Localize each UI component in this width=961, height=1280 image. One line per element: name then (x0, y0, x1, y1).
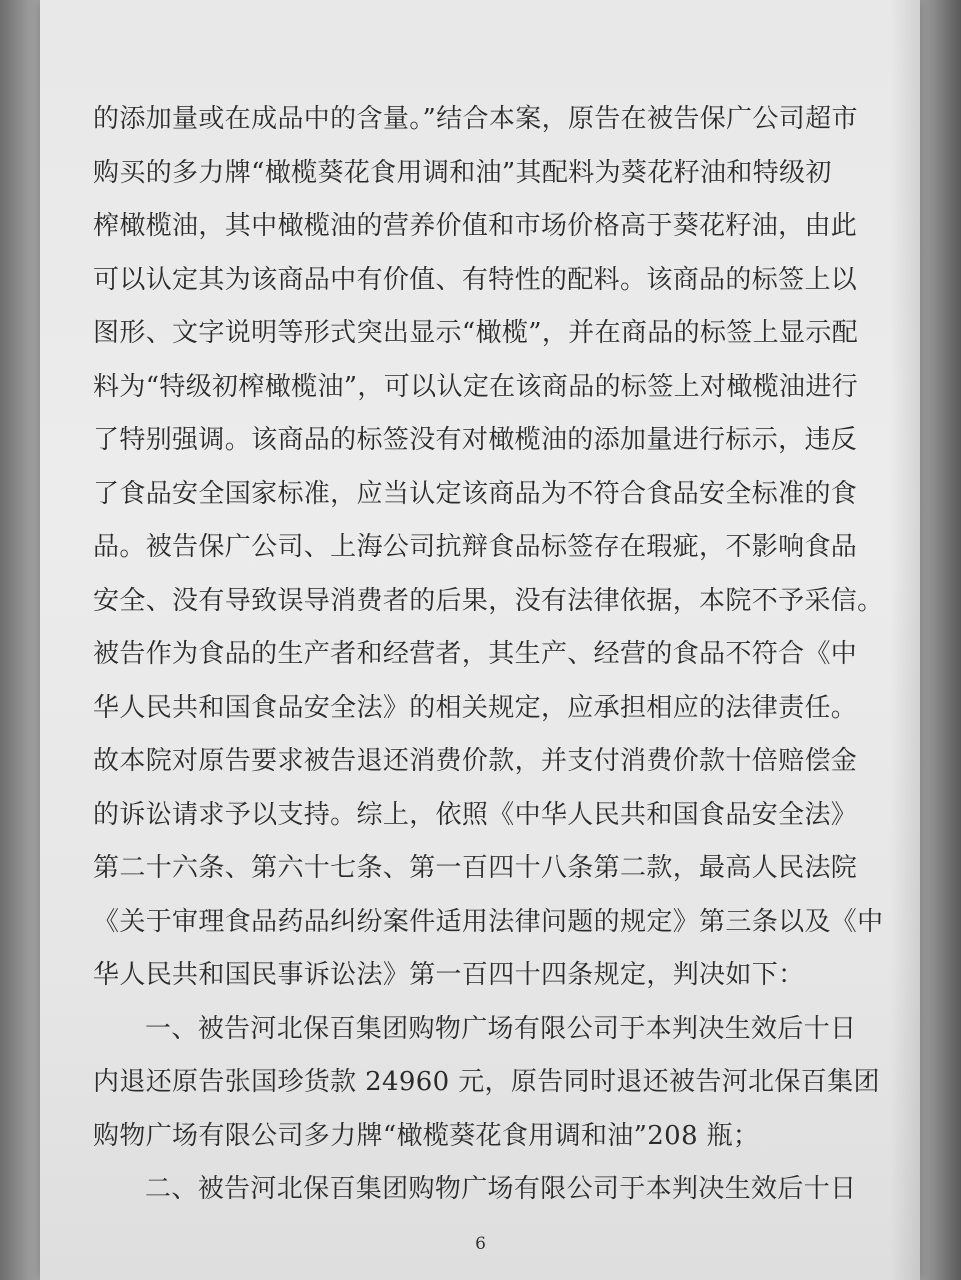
text-line: 料为“特级初榨橄榄油”，可以认定在该商品的标签上对橄榄油进行 (93, 371, 859, 402)
text-line: 了食品安全国家标准，应当认定该商品为不符合食品安全标准的食 (93, 478, 858, 509)
text-line: 被告作为食品的生产者和经营者，其生产、经营的食品不符合《中 (93, 639, 858, 669)
text-line: 可以认定其为该商品中有价值、有特性的配料。该商品的标签上以 (93, 264, 858, 295)
text-line: 图形、文字说明等形式突出显示“橄榄”，并在商品的标签上显示配 (93, 318, 859, 348)
text-line: 的诉讼请求予以支持。综上，依照《中华人民共和国食品安全法》 (93, 799, 858, 830)
page-number: 6 (475, 1234, 486, 1254)
text-line: 《关于审理食品药品纠纷案件适用法律问题的规定》第三条以及《中 (93, 906, 884, 937)
text-line: 品。被告保广公司、上海公司抗辩食品标签存在瑕疵，不影响食品 (93, 532, 858, 562)
text-line: 故本院对原告要求被告退还消费价款，并支付消费价款十倍赔偿金 (93, 746, 858, 776)
text-line: 了特别强调。该商品的标签没有对橄榄油的添加量进行标示，违反 (93, 425, 858, 455)
judgment-item-2-line: 二、被告河北保百集团购物广场有限公司于本判决生效后十日 (145, 1174, 857, 1204)
text-line: 华人民共和国食品安全法》的相关规定，应承担相应的法律责任。 (93, 692, 858, 723)
text-line: 购物广场有限公司多力牌“橄榄葵花食用调和油”208 瓶； (93, 1120, 760, 1151)
judgment-text-body (93, 93, 888, 1217)
text-line: 华人民共和国民事诉讼法》第一百四十四条规定，判决如下： (93, 960, 805, 990)
judgment-item-1-line: 一、被告河北保百集团购物广场有限公司于本判决生效后十日 (145, 1013, 857, 1044)
text-line: 内退还原告张国珍货款 24960 元，原告同时退还被告河北保百集团 (93, 1067, 880, 1097)
text-line: 榨橄榄油，其中橄榄油的营养价值和市场价格高于葵花籽油，由此 (93, 211, 858, 241)
text-line: 购买的多力牌“橄榄葵花食用调和油”其配料为葵花籽油和特级初 (93, 157, 832, 188)
text-line: 的添加量或在成品中的含量。”结合本案，原告在被告保广公司超市 (93, 104, 858, 134)
text-line: 安全、没有导致误导消费者的后果，没有法律依据，本院不予采信。 (93, 585, 884, 616)
text-line: 第二十六条、第六十七条、第一百四十八条第二款，最高人民法院 (93, 853, 858, 883)
